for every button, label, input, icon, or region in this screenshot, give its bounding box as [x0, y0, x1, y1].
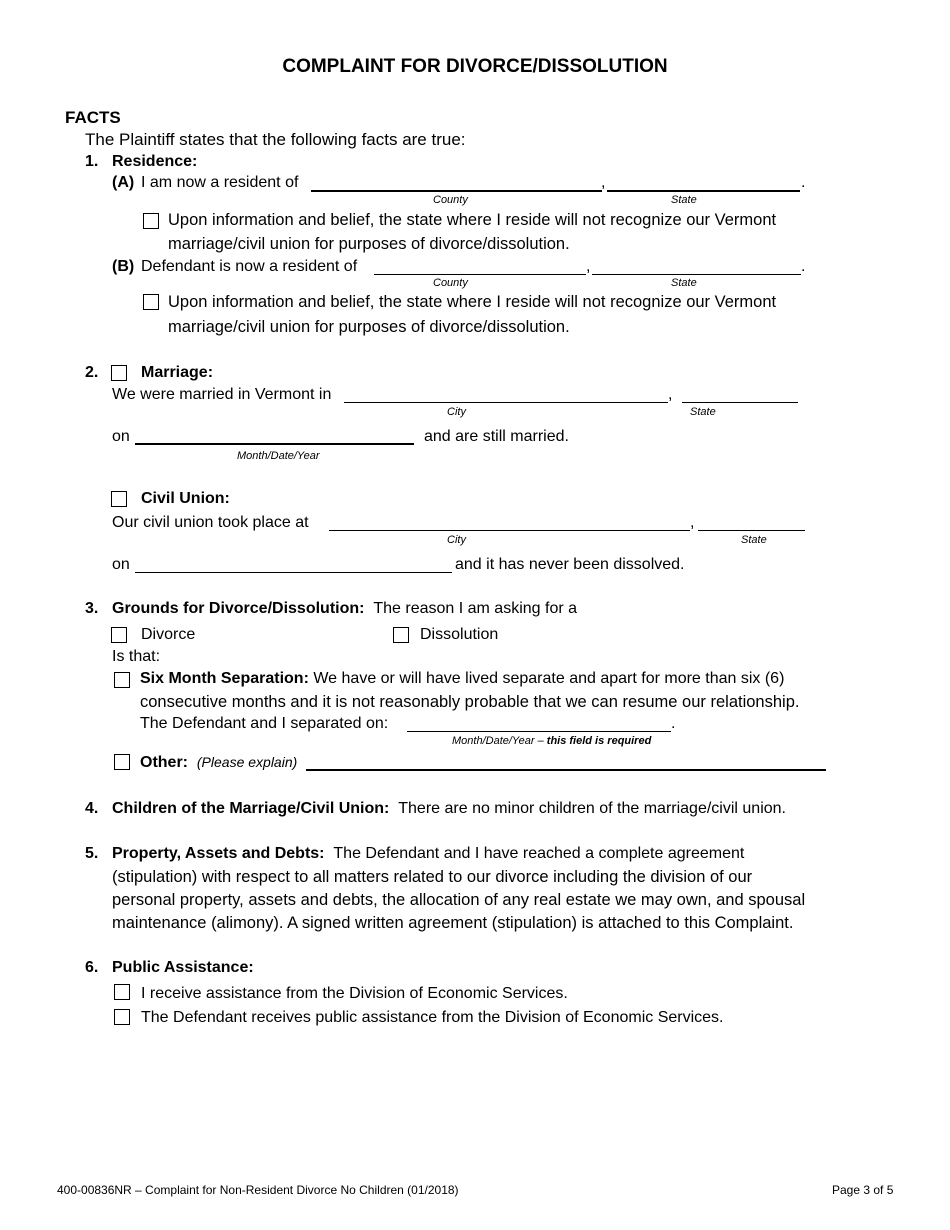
other-hint: (Please explain) — [196, 754, 298, 770]
defendant-county-field[interactable] — [374, 274, 586, 275]
marriage-date-field[interactable] — [135, 443, 414, 445]
other-grounds-checkbox[interactable] — [114, 754, 130, 770]
property-line2: (stipulation) with respect to all matters related to our divorce including the division of our — [112, 868, 753, 886]
grounds-number: 3. — [85, 600, 99, 617]
residence-b-label: (B) — [112, 258, 135, 275]
plaintiff-assistance-label: I receive assistance from the Division of Economic Services. — [141, 985, 568, 1002]
marriage-city-caption: City — [447, 406, 466, 418]
marriage-comma: , — [668, 386, 673, 403]
separated-on-text: The Defendant and I separated on: — [140, 715, 389, 732]
dissolution-checkbox[interactable] — [393, 627, 409, 643]
property-line1 — [112, 844, 744, 864]
separation-date-field[interactable] — [407, 731, 671, 732]
property-line4: maintenance (alimony). A signed written agreement (stipulation) is attached to this Complaint. — [112, 914, 794, 932]
plaintiff-assistance-checkbox[interactable] — [114, 984, 130, 1000]
grounds-text: The reason I am asking for a — [373, 600, 578, 617]
civil-union-heading: Civil Union: — [141, 490, 230, 507]
plaintiff-county-field[interactable] — [311, 190, 602, 192]
plaintiff-state-field[interactable] — [607, 190, 800, 192]
residence-number: 1. — [85, 153, 99, 170]
residence-b-text: Defendant is now a resident of — [141, 258, 358, 275]
form-id-footer: 400-00836NR – Complaint for Non-Resident Divorce No Children (01/2018) — [57, 1183, 459, 1197]
six-month-heading: Six Month Separation: — [140, 670, 309, 687]
facts-intro: The Plaintiff states that the following facts are true: — [85, 130, 466, 149]
six-month-line2: consecutive months and it is not reasonably probable that we can resume our relationship. — [140, 693, 800, 711]
divorce-checkbox[interactable] — [111, 627, 127, 643]
civil-union-date-field[interactable] — [135, 572, 452, 573]
divorce-label: Divorce — [141, 626, 196, 643]
facts-heading: FACTS — [65, 108, 121, 127]
residence-a-label: (A) — [112, 174, 135, 191]
marriage-city-field[interactable] — [344, 402, 668, 403]
separated-on-period: . — [671, 715, 676, 732]
other-grounds-label — [140, 752, 297, 773]
defendant-not-recognize-line2: marriage/civil union for purposes of divorce/dissolution. — [168, 318, 570, 336]
civil-union-on: on — [112, 556, 130, 573]
page-number: Page 3 of 5 — [832, 1183, 894, 1197]
defendant-state-field[interactable] — [592, 274, 801, 275]
defendant-assistance-label: The Defendant receives public assistance from the Division of Economic Services. — [141, 1009, 724, 1026]
residence-a-comma: , — [601, 174, 606, 191]
property-line3: personal property, assets and debts, the allocation of any real estate we may own, and spousal — [112, 891, 806, 909]
plaintiff-not-recognize-line2: marriage/civil union for purposes of divorce/dissolution. — [168, 235, 570, 253]
page-title: COMPLAINT FOR DIVORCE/DISSOLUTION — [282, 56, 668, 77]
defendant-assistance-checkbox[interactable] — [114, 1009, 130, 1025]
marriage-checkbox[interactable] — [111, 365, 127, 381]
residence-b-period: . — [801, 258, 806, 275]
married-in-text: We were married in Vermont in — [112, 386, 332, 403]
other-heading: Other: — [140, 754, 188, 771]
never-dissolved-text: and it has never been dissolved. — [455, 556, 685, 573]
six-month-line1 — [140, 669, 784, 689]
civil-union-comma: , — [690, 514, 695, 531]
separation-date-caption-text: Month/Date/Year – — [452, 735, 547, 747]
grounds-heading: Grounds for Divorce/Dissolution: — [112, 600, 365, 617]
civil-union-state-caption: State — [741, 534, 767, 546]
dissolution-label: Dissolution — [420, 626, 499, 643]
marriage-on: on — [112, 428, 130, 445]
plaintiff-county-caption: County — [433, 194, 468, 206]
residence-a-text: I am now a resident of — [141, 174, 299, 191]
marriage-number: 2. — [85, 364, 99, 381]
residence-a-period: . — [801, 174, 806, 191]
civil-union-city-field[interactable] — [329, 530, 690, 531]
plaintiff-not-recognize-line1: Upon information and belief, the state where I reside will not recognize our Vermont — [168, 211, 777, 229]
residence-heading: Residence: — [112, 153, 198, 170]
six-month-separation-checkbox[interactable] — [114, 672, 130, 688]
plaintiff-not-recognize-checkbox[interactable] — [143, 213, 159, 229]
marriage-state-caption: State — [690, 406, 716, 418]
still-married-text: and are still married. — [424, 428, 569, 445]
property-text1: The Defendant and I have reached a complete agreement — [333, 845, 745, 862]
civil-union-checkbox[interactable] — [111, 491, 127, 507]
plaintiff-state-caption: State — [671, 194, 697, 206]
defendant-state-caption: State — [671, 277, 697, 289]
grounds-line — [112, 599, 577, 619]
property-number: 5. — [85, 845, 99, 862]
public-assistance-heading: Public Assistance: — [112, 959, 254, 976]
defendant-not-recognize-line1: Upon information and belief, the state where I reside will not recognize our Vermont — [168, 293, 777, 311]
marriage-heading: Marriage: — [141, 364, 214, 381]
public-assistance-number: 6. — [85, 959, 99, 976]
marriage-state-field[interactable] — [682, 402, 798, 403]
children-heading: Children of the Marriage/Civil Union: — [112, 800, 390, 817]
civil-union-text: Our civil union took place at — [112, 514, 309, 531]
separation-date-caption — [452, 735, 651, 747]
civil-union-city-caption: City — [447, 534, 466, 546]
field-required-note: this field is required — [546, 735, 652, 747]
children-text: There are no minor children of the marriage/civil union. — [398, 800, 786, 817]
defendant-county-caption: County — [433, 277, 468, 289]
other-explain-field[interactable] — [306, 769, 826, 771]
six-month-text1: We have or will have lived separate and apart for more than six (6) — [313, 670, 785, 687]
is-that-text: Is that: — [112, 648, 161, 665]
civil-union-state-field[interactable] — [698, 530, 805, 531]
property-heading: Property, Assets and Debts: — [112, 845, 325, 862]
residence-b-comma: , — [586, 258, 591, 275]
defendant-not-recognize-checkbox[interactable] — [143, 294, 159, 310]
children-line — [112, 799, 786, 819]
children-number: 4. — [85, 800, 99, 817]
marriage-date-caption: Month/Date/Year — [237, 450, 320, 462]
